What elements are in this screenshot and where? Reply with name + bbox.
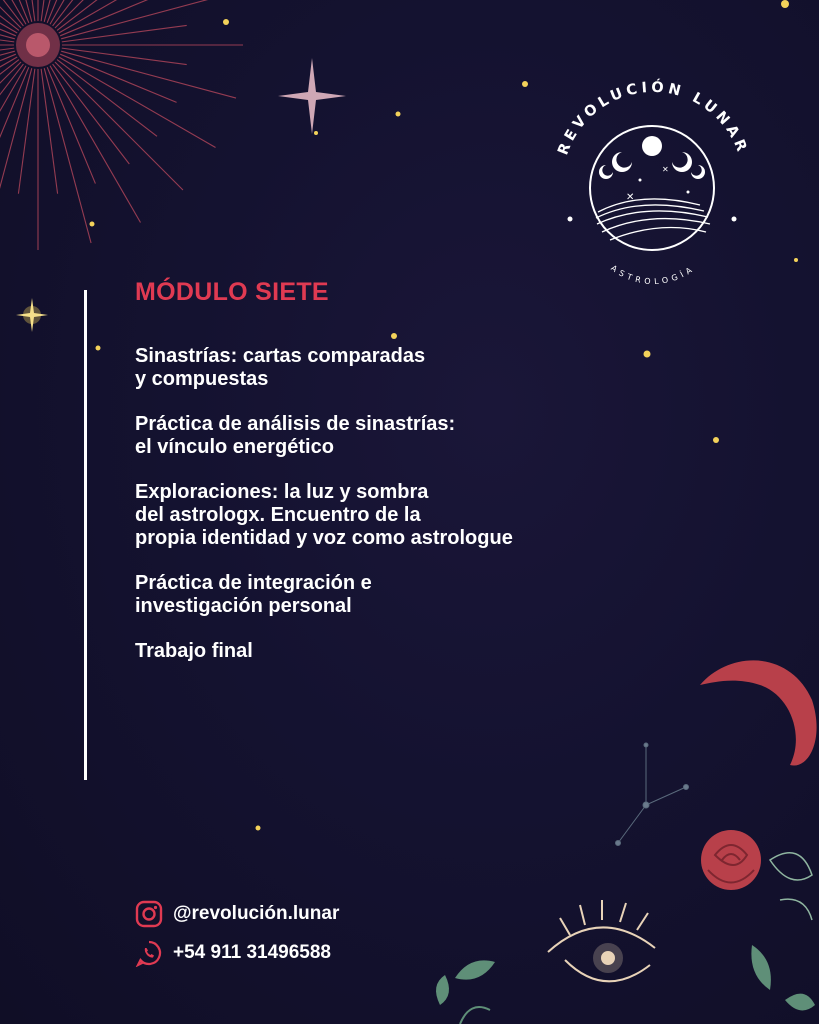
svg-text:✕: ✕ bbox=[662, 165, 669, 174]
phone-contact[interactable] bbox=[135, 939, 331, 967]
topic-item: Práctica de análisis de sinastrías: el vínculo energético bbox=[135, 413, 456, 458]
brand-name: REVOLUCIÓN LUNAR bbox=[555, 79, 751, 158]
topic-item: Exploraciones: la luz y sombra del astrologx. Encuentro de la propia identidad y voz como astrologue bbox=[135, 481, 513, 549]
topic-list bbox=[135, 345, 605, 685]
vertical-divider bbox=[84, 290, 87, 780]
svg-text:✕: ✕ bbox=[626, 192, 635, 203]
topic-item: Sinastrías: cartas comparadas y compuestas bbox=[135, 345, 426, 390]
brand-subtitle: ASTROLOGÍA bbox=[609, 263, 697, 287]
instagram-icon bbox=[135, 900, 163, 928]
phone-number[interactable]: +54 911 31496588 bbox=[173, 942, 331, 963]
whatsapp-icon bbox=[135, 939, 163, 967]
instagram-handle[interactable]: @revolución.lunar bbox=[173, 903, 340, 924]
instagram-contact[interactable] bbox=[135, 900, 339, 928]
topic-item: Práctica de integración e investigación personal bbox=[135, 572, 372, 617]
module-title: MÓDULO SIETE bbox=[135, 278, 329, 306]
topic-item: Trabajo final bbox=[135, 640, 253, 662]
